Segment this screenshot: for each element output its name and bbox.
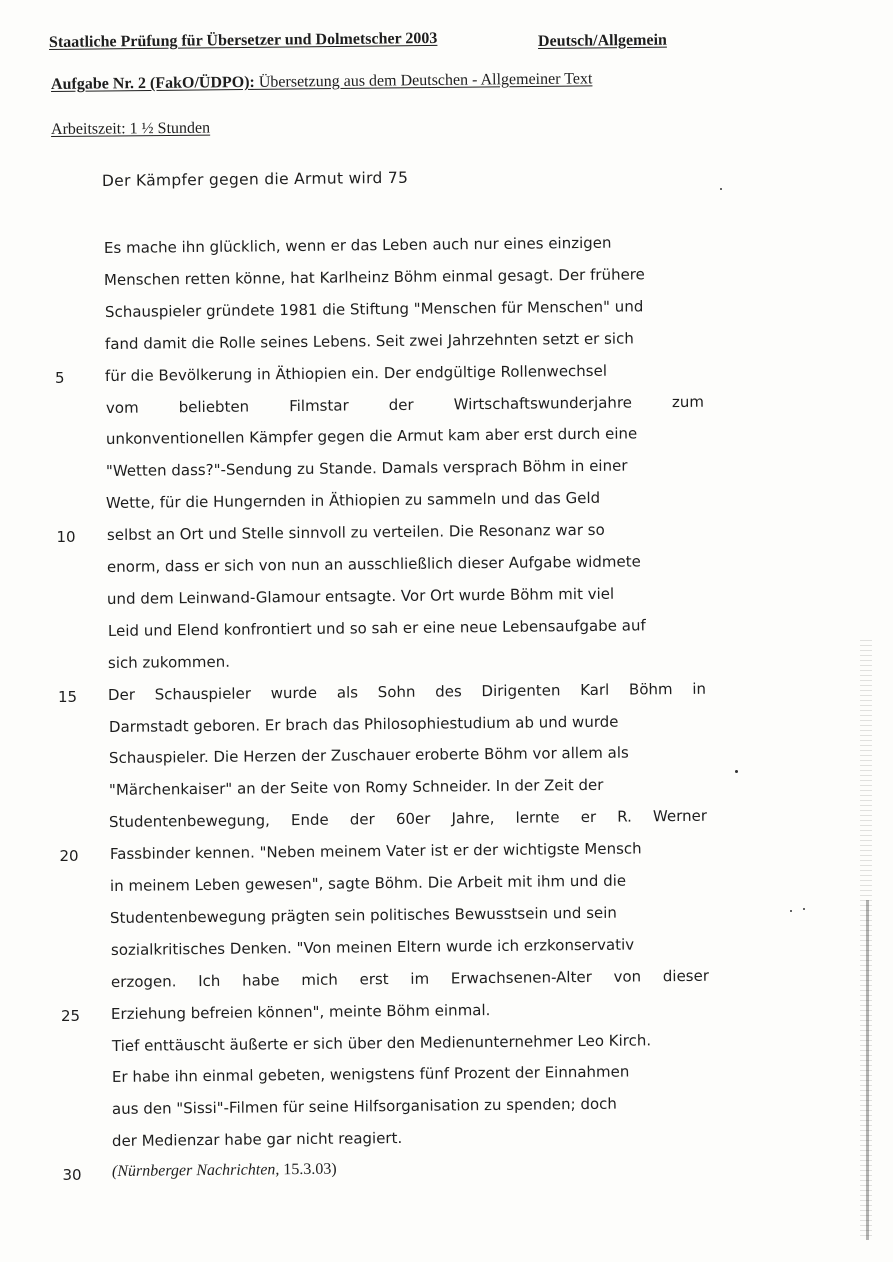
article-line: Schauspieler. Die Herzen der Zuschauer eroberte Böhm vor allem als (108, 743, 629, 768)
article-line: erzogen. Ich habe mich erst im Erwachsenen-Alter von dieser (110, 966, 709, 991)
task-type: Übersetzung aus dem Deutschen - Allgemeiner Text (254, 70, 593, 91)
article-line: Menschen retten könne, hat Karlheinz Böhm einmal gesagt. Der frühere (104, 265, 646, 289)
source-publication: (Nürnberger Nachrichten, (111, 1161, 280, 1180)
article-line: Studentenbewegung, Ende der 60er Jahre, lernte er R. Werner (109, 806, 708, 832)
article-line: sich zukommen. (107, 652, 230, 672)
article-line: und dem Leinwand-Glamour entsagte. Vor Ort wurde Böhm mit viel (107, 584, 615, 608)
article-line: Leid und Elend konfrontiert und so sah er eine neue Lebensaufgabe auf (107, 616, 646, 640)
article-line: enorm, dass er sich von nun an ausschließlich dieser Aufgabe widmete (106, 552, 641, 576)
exam-title: Staatliche Prüfung für Übersetzer und Dolmetscher 2003 (48, 29, 438, 51)
article-line: Schauspieler gründete 1981 die Stiftung "Menschen für Menschen" und (104, 297, 643, 321)
article-line: Darmstadt geboren. Er brach das Philosophiestudium ab und wurde (108, 712, 619, 736)
article-line: Erziehung befreien können", meinte Böhm einmal. (111, 1000, 491, 1023)
article-title: Der Kämpfer gegen die Armut wird 75 (101, 168, 409, 190)
article-line: der Medienzar habe gar nicht reagiert. (112, 1129, 403, 1151)
working-time: Arbeitszeit: 1 ½ Stunden (50, 119, 211, 138)
line-number: 10 (56, 528, 76, 547)
scan-edge-line (866, 900, 869, 1240)
language-category: Deutsch/Allgemein (537, 31, 667, 50)
line-number: 30 (62, 1166, 82, 1185)
article-line: Der Schauspieler wurde als Sohn des Dirigenten Karl Böhm in (108, 679, 707, 704)
article-line: Tief enttäuscht äußerte er sich über den Medienunternehmer Leo Kirch. (111, 1030, 651, 1055)
line-number: 25 (61, 1006, 81, 1025)
scan-speck (790, 910, 792, 912)
article-line: Fassbinder kennen. "Neben meinem Vater ist er der wichtigste Mensch (109, 839, 642, 864)
article-line: Er habe ihn einmal gebeten, wenigstens fünf Prozent der Einnahmen (111, 1062, 630, 1087)
article-line: aus den "Sissi"-Filmen für seine Hilfsorganisation zu spenden; doch (111, 1095, 618, 1119)
article-line: für die Bevölkerung in Äthiopien ein. Der endgültige Rollenwechsel (105, 361, 608, 385)
article-line: selbst an Ort und Stelle sinnvoll zu verteilen. Die Resonanz war so (106, 520, 605, 545)
article-line: "Märchenkaiser" an der Seite von Romy Schneider. In der Zeit der (108, 776, 604, 800)
line-number: 20 (59, 847, 79, 866)
article-line: unkonventionellen Kämpfer gegen die Armut kam aber erst durch eine (105, 424, 638, 449)
scan-speck (720, 188, 722, 190)
article-source (112, 1161, 337, 1181)
article-line: "Wetten dass?"-Sendung zu Stande. Damals versprach Böhm in einer (105, 456, 628, 481)
article-line: sozialkritisches Denken. "Von meinen Eltern wurde ich erzkonservativ (110, 935, 634, 959)
article-line: Wette, für die Hungernden in Äthiopien zu sammeln und das Geld (106, 489, 601, 513)
article-line: Studentenbewegung prägten sein politisches Bewusstsein und sein (110, 903, 618, 927)
article-line: Es mache ihn glücklich, wenn er das Leben auch nur eines einzigen (103, 233, 612, 257)
source-date: 15.3.03) (279, 1160, 337, 1179)
line-number: 5 (55, 368, 65, 387)
task-number: Aufgabe Nr. 2 (FakO/ÜDPO): (50, 73, 255, 93)
scan-speck (735, 770, 738, 773)
article-line: in meinem Leben gewesen", sagte Böhm. Die Arbeit mit ihm und die (109, 871, 627, 895)
scan-speck (803, 908, 805, 910)
article-line: vom beliebten Filmstar der Wirtschaftswunderjahre zum (105, 392, 704, 417)
line-number: 15 (58, 687, 78, 706)
article-line: fand damit die Rolle seines Lebens. Seit zwei Jahrzehnten setzt er sich (104, 329, 634, 353)
